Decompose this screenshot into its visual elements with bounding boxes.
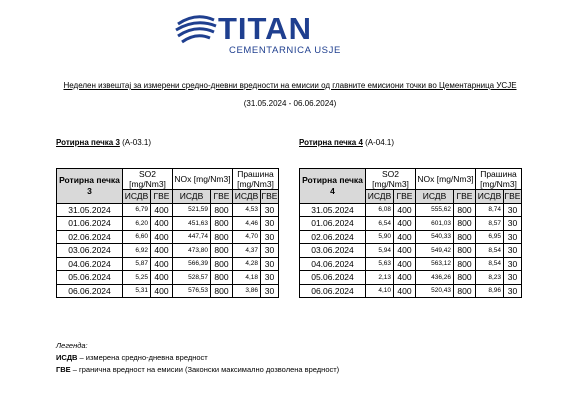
nox-value-cell: 436,26 [416, 271, 454, 285]
kiln3-code: (А-03.1) [122, 138, 152, 147]
dust-limit-cell: 30 [261, 257, 279, 271]
report-period: (31.05.2024 - 06.06.2024) [243, 99, 337, 108]
date-cell: 31.05.2024 [57, 203, 123, 217]
titan-swoosh-icon [174, 10, 218, 54]
table-row [300, 244, 522, 258]
legend-title: Легенда: [56, 341, 88, 350]
date-cell: 03.06.2024 [300, 244, 366, 258]
nox-limit-cell: 800 [454, 284, 476, 298]
table-row [300, 230, 522, 244]
dust-limit-cell: 30 [504, 217, 522, 231]
kiln4-nox-gve: ГВЕ [454, 190, 476, 204]
dust-limit-cell: 30 [504, 257, 522, 271]
legend-gve-text: – гранична вредност на емисии (Законски максимално дозволена вредност) [70, 365, 340, 374]
table-row [57, 271, 279, 285]
legend-isdv-abbr: ИСДВ [56, 353, 78, 362]
table-row [300, 203, 522, 217]
dust-value-cell: 3,86 [233, 284, 261, 298]
kiln3-dust-header: Прашина [mg/Nm3] [233, 169, 279, 190]
so2-value-cell: 6,79 [123, 203, 151, 217]
so2-limit-cell: 400 [394, 284, 416, 298]
dust-limit-cell: 30 [504, 271, 522, 285]
nox-limit-cell: 800 [211, 217, 233, 231]
kiln3-section-label [56, 138, 151, 147]
report-title: Неделен извештај за измерени средно-дневни вредности на емисии од главните емисиони точки во Цементарница УСЈЕ [63, 81, 517, 90]
date-cell: 04.06.2024 [300, 257, 366, 271]
kiln3-so2-header: SO2 [mg/Nm3] [123, 169, 173, 190]
dust-limit-cell: 30 [261, 217, 279, 231]
so2-value-cell: 5,94 [366, 244, 394, 258]
dust-limit-cell: 30 [261, 244, 279, 258]
so2-limit-cell: 400 [151, 257, 173, 271]
so2-limit-cell: 400 [151, 271, 173, 285]
nox-value-cell: 447,74 [173, 230, 211, 244]
legend-isdv [56, 352, 339, 364]
nox-limit-cell: 800 [211, 244, 233, 258]
dust-value-cell: 4,37 [233, 244, 261, 258]
logo-name: TITAN [218, 11, 312, 46]
nox-value-cell: 549,42 [416, 244, 454, 258]
dust-value-cell: 4,53 [233, 203, 261, 217]
so2-value-cell: 4,10 [366, 284, 394, 298]
so2-value-cell: 5,63 [366, 257, 394, 271]
kiln4-nox-header: NOx [mg/Nm3] [416, 169, 476, 190]
so2-value-cell: 6,20 [123, 217, 151, 231]
date-cell: 05.06.2024 [57, 271, 123, 285]
so2-value-cell: 5,31 [123, 284, 151, 298]
kiln3-dust-isdv: ИСДВ [233, 190, 261, 204]
so2-limit-cell: 400 [151, 284, 173, 298]
table-row [300, 257, 522, 271]
kiln4-nox-isdv: ИСДВ [416, 190, 454, 204]
nox-limit-cell: 800 [454, 244, 476, 258]
kiln4-so2-isdv: ИСДВ [366, 190, 394, 204]
nox-value-cell: 451,63 [173, 217, 211, 231]
kiln4-table [299, 168, 522, 298]
nox-value-cell: 528,57 [173, 271, 211, 285]
nox-limit-cell: 800 [454, 217, 476, 231]
nox-limit-cell: 800 [454, 271, 476, 285]
so2-limit-cell: 400 [394, 257, 416, 271]
logo-subtitle: CEMENTARNICA USJE [229, 45, 341, 56]
kiln3-nox-gve: ГВЕ [211, 190, 233, 204]
nox-limit-cell: 800 [211, 257, 233, 271]
dust-value-cell: 8,74 [476, 203, 504, 217]
nox-limit-cell: 800 [211, 271, 233, 285]
so2-limit-cell: 400 [151, 230, 173, 244]
date-cell: 01.06.2024 [300, 217, 366, 231]
kiln4-dust-header: Прашина [mg/Nm3] [476, 169, 522, 190]
date-cell: 03.06.2024 [57, 244, 123, 258]
so2-value-cell: 6,92 [123, 244, 151, 258]
dust-value-cell: 6,95 [476, 230, 504, 244]
nox-value-cell: 566,39 [173, 257, 211, 271]
so2-value-cell: 2,13 [366, 271, 394, 285]
nox-value-cell: 563,12 [416, 257, 454, 271]
kiln3-nox-isdv: ИСДВ [173, 190, 211, 204]
table-row [57, 244, 279, 258]
nox-limit-cell: 800 [211, 284, 233, 298]
so2-limit-cell: 400 [394, 217, 416, 231]
dust-limit-cell: 30 [261, 230, 279, 244]
kiln4-so2-header: SO2 [mg/Nm3] [366, 169, 416, 190]
nox-value-cell: 520,43 [416, 284, 454, 298]
nox-limit-cell: 800 [454, 230, 476, 244]
so2-value-cell: 5,90 [366, 230, 394, 244]
dust-value-cell: 8,23 [476, 271, 504, 285]
so2-limit-cell: 400 [151, 217, 173, 231]
date-cell: 05.06.2024 [300, 271, 366, 285]
legend [56, 340, 339, 376]
date-cell: 06.06.2024 [300, 284, 366, 298]
nox-value-cell: 540,33 [416, 230, 454, 244]
nox-value-cell: 576,53 [173, 284, 211, 298]
table-row [57, 284, 279, 298]
table-row [57, 203, 279, 217]
kiln3-so2-gve: ГВЕ [151, 190, 173, 204]
so2-value-cell: 6,60 [123, 230, 151, 244]
nox-limit-cell: 800 [211, 203, 233, 217]
legend-gve [56, 364, 339, 376]
so2-value-cell: 6,08 [366, 203, 394, 217]
dust-value-cell: 8,54 [476, 244, 504, 258]
dust-limit-cell: 30 [261, 284, 279, 298]
nox-limit-cell: 800 [454, 257, 476, 271]
so2-value-cell: 5,87 [123, 257, 151, 271]
so2-limit-cell: 400 [394, 203, 416, 217]
dust-limit-cell: 30 [261, 203, 279, 217]
nox-value-cell: 601,03 [416, 217, 454, 231]
dust-limit-cell: 30 [504, 284, 522, 298]
dust-limit-cell: 30 [261, 271, 279, 285]
so2-limit-cell: 400 [151, 244, 173, 258]
so2-limit-cell: 400 [151, 203, 173, 217]
so2-value-cell: 6,54 [366, 217, 394, 231]
so2-limit-cell: 400 [394, 271, 416, 285]
kiln3-plant-header: Ротирна печка 3 [57, 169, 123, 204]
nox-value-cell: 473,80 [173, 244, 211, 258]
date-cell: 02.06.2024 [300, 230, 366, 244]
kiln3-dust-gve: ГВЕ [261, 191, 278, 202]
kiln4-code: (А-04.1) [365, 138, 395, 147]
kiln4-dust-gve: ГВЕ [504, 191, 521, 202]
dust-value-cell: 4,28 [233, 257, 261, 271]
table-row [300, 217, 522, 231]
dust-value-cell: 4,46 [233, 217, 261, 231]
date-cell: 04.06.2024 [57, 257, 123, 271]
dust-value-cell: 4,18 [233, 271, 261, 285]
legend-gve-abbr: ГВЕ [56, 365, 71, 374]
kiln3-label: Ротирна печка 3 [56, 138, 120, 147]
date-cell: 01.06.2024 [57, 217, 123, 231]
table-row [57, 217, 279, 231]
kiln3-table [56, 168, 279, 298]
dust-limit-cell: 30 [504, 203, 522, 217]
kiln4-so2-gve: ГВЕ [394, 190, 416, 204]
dust-limit-cell: 30 [504, 230, 522, 244]
nox-limit-cell: 800 [211, 230, 233, 244]
dust-limit-cell: 30 [504, 244, 522, 258]
date-cell: 31.05.2024 [300, 203, 366, 217]
table-row [300, 284, 522, 298]
dust-value-cell: 8,54 [476, 257, 504, 271]
table-row [57, 257, 279, 271]
table-row [300, 271, 522, 285]
dust-value-cell: 8,96 [476, 284, 504, 298]
dust-value-cell: 8,57 [476, 217, 504, 231]
nox-limit-cell: 800 [454, 203, 476, 217]
dust-value-cell: 4,70 [233, 230, 261, 244]
date-cell: 06.06.2024 [57, 284, 123, 298]
kiln4-section-label [299, 138, 394, 147]
date-cell: 02.06.2024 [57, 230, 123, 244]
kiln4-label: Ротирна печка 4 [299, 138, 363, 147]
so2-limit-cell: 400 [394, 230, 416, 244]
nox-value-cell: 555,62 [416, 203, 454, 217]
legend-isdv-text: – измерена средно-дневна вредност [77, 353, 208, 362]
so2-limit-cell: 400 [394, 244, 416, 258]
table-row [57, 230, 279, 244]
kiln4-plant-header: Ротирна печка 4 [300, 169, 366, 204]
so2-value-cell: 5,25 [123, 271, 151, 285]
kiln4-dust-isdv: ИСДВ [476, 190, 504, 204]
nox-value-cell: 521,59 [173, 203, 211, 217]
kiln3-so2-isdv: ИСДВ [123, 190, 151, 204]
kiln3-nox-header: NOx [mg/Nm3] [173, 169, 233, 190]
